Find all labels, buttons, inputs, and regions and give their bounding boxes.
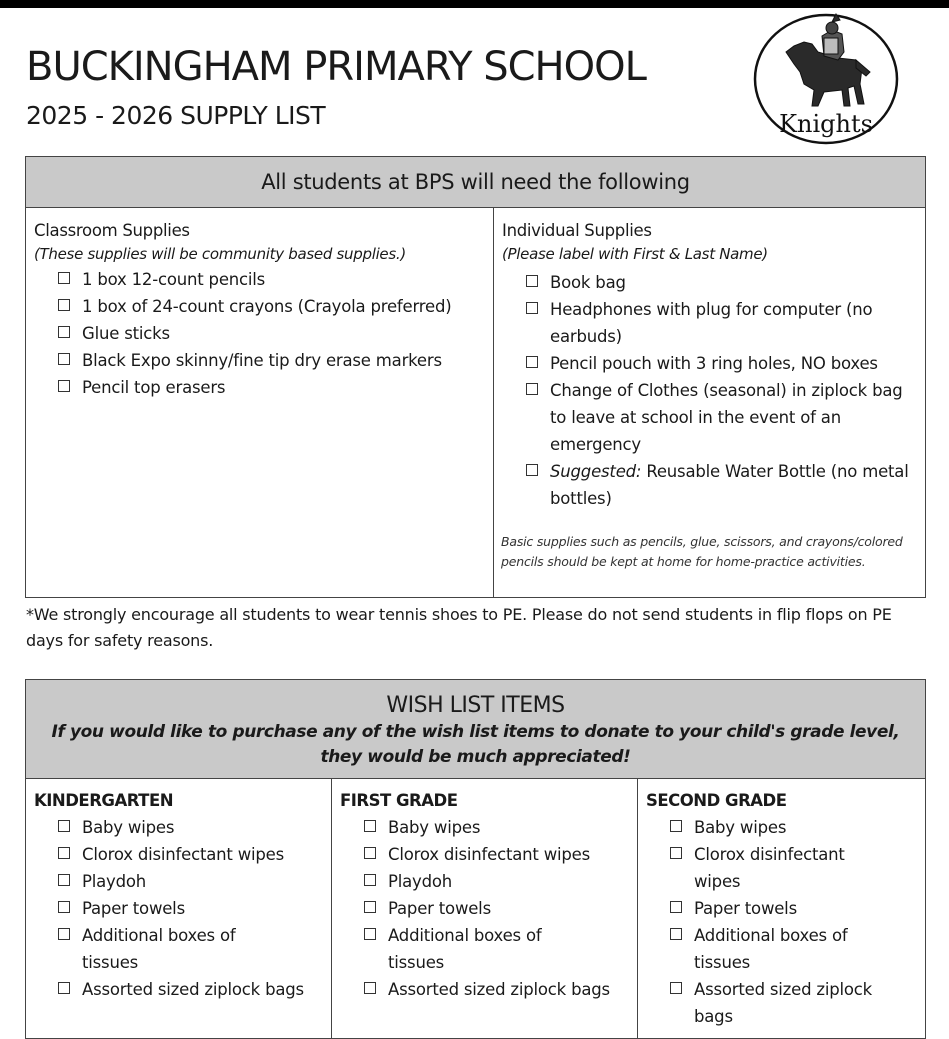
- logo-text: Knights: [779, 110, 873, 138]
- grade-heading: SECOND GRADE: [646, 791, 787, 810]
- checkbox[interactable]: [670, 982, 682, 994]
- list-item[interactable]: Assorted sized ziplock bags: [638, 976, 925, 1030]
- list-item[interactable]: Additional boxes of tissues: [332, 922, 637, 976]
- checkbox[interactable]: [58, 272, 70, 284]
- checkbox[interactable]: [364, 847, 376, 859]
- list-item[interactable]: Change of Clothes (seasonal) in ziplock bag to leave at school in the event of an emergency: [494, 377, 919, 458]
- checkbox[interactable]: [526, 302, 538, 314]
- classroom-supplies-column: [26, 208, 494, 597]
- list-item[interactable]: Additional boxes of tissues: [26, 922, 331, 976]
- list-item[interactable]: Clorox disinfectant wipes: [638, 841, 925, 895]
- wish-list-section: [25, 679, 926, 1039]
- first-grade-column: [332, 779, 638, 1038]
- checkbox[interactable]: [58, 982, 70, 994]
- list-item[interactable]: Paper towels: [638, 895, 925, 922]
- suggested-label: Suggested:: [550, 462, 642, 481]
- list-item[interactable]: 1 box 12-count pencils: [26, 266, 493, 293]
- checkbox[interactable]: [364, 982, 376, 994]
- list-item[interactable]: Book bag: [494, 269, 919, 296]
- second-grade-column: [638, 779, 925, 1038]
- checkbox[interactable]: [526, 356, 538, 368]
- checkbox[interactable]: [58, 353, 70, 365]
- list-item[interactable]: Black Expo skinny/fine tip dry erase markers: [26, 347, 493, 374]
- individual-supplies-column: [494, 208, 925, 597]
- list-item[interactable]: Pencil pouch with 3 ring holes, NO boxes: [494, 350, 919, 377]
- list-item[interactable]: Paper towels: [26, 895, 331, 922]
- checkbox[interactable]: [58, 299, 70, 311]
- individual-supplies-subtitle: (Please label with First & Last Name): [502, 245, 768, 263]
- classroom-supplies-list: [26, 266, 493, 401]
- checkbox[interactable]: [58, 847, 70, 859]
- checkbox[interactable]: [58, 874, 70, 886]
- pe-shoes-footnote: *We strongly encourage all students to wear tennis shoes to PE. Please do not send students in flip flops on PE days for safety reasons.: [26, 605, 892, 650]
- list-item[interactable]: Glue sticks: [26, 320, 493, 347]
- list-item[interactable]: Playdoh: [332, 868, 637, 895]
- kindergarten-column: [26, 779, 332, 1038]
- kindergarten-list: [26, 814, 331, 1003]
- list-item[interactable]: Assorted sized ziplock bags: [332, 976, 637, 1003]
- wish-list-title: WISH LIST ITEMS: [386, 693, 565, 718]
- individual-supplies-title: Individual Supplies: [502, 221, 652, 240]
- list-item[interactable]: Pencil top erasers: [26, 374, 493, 401]
- list-item[interactable]: Baby wipes: [26, 814, 331, 841]
- checkbox[interactable]: [58, 928, 70, 940]
- list-item[interactable]: 1 box of 24-count crayons (Crayola preferred): [26, 293, 493, 320]
- checkbox[interactable]: [670, 820, 682, 832]
- checkbox[interactable]: [364, 874, 376, 886]
- list-item[interactable]: Headphones with plug for computer (no earbuds): [494, 296, 919, 350]
- grade-heading: KINDERGARTEN: [34, 791, 174, 810]
- classroom-supplies-subtitle: (These supplies will be community based supplies.): [34, 245, 406, 263]
- checkbox[interactable]: [58, 820, 70, 832]
- all-students-section: [25, 156, 926, 598]
- grade-heading: FIRST GRADE: [340, 791, 458, 810]
- first-grade-list: [332, 814, 637, 1003]
- list-item[interactable]: Paper towels: [332, 895, 637, 922]
- second-grade-list: [638, 814, 925, 1030]
- knights-logo: [752, 12, 900, 146]
- checkbox[interactable]: [526, 464, 538, 476]
- home-practice-note: Basic supplies such as pencils, glue, scissors, and crayons/colored pencils should be kept at home for home-practice activities.: [501, 534, 903, 569]
- checkbox[interactable]: [364, 928, 376, 940]
- checkbox[interactable]: [526, 275, 538, 287]
- checkbox[interactable]: [670, 928, 682, 940]
- checkbox[interactable]: [670, 901, 682, 913]
- list-item[interactable]: Additional boxes of tissues: [638, 922, 925, 976]
- wish-list-header: [26, 680, 925, 779]
- list-item[interactable]: Clorox disinfectant wipes: [332, 841, 637, 868]
- checkbox[interactable]: [526, 383, 538, 395]
- classroom-supplies-title: Classroom Supplies: [34, 221, 190, 240]
- checkbox[interactable]: [364, 901, 376, 913]
- list-item[interactable]: Clorox disinfectant wipes: [26, 841, 331, 868]
- list-item[interactable]: Baby wipes: [638, 814, 925, 841]
- all-students-heading: All students at BPS will need the following: [26, 157, 925, 208]
- checkbox[interactable]: [364, 820, 376, 832]
- checkbox[interactable]: [58, 901, 70, 913]
- list-item[interactable]: Assorted sized ziplock bags: [26, 976, 331, 1003]
- wish-list-subtitle: If you would like to purchase any of the wish list items to donate to your child's grade level, they would be much appreciated!: [51, 722, 900, 767]
- checkbox[interactable]: [670, 847, 682, 859]
- list-item[interactable]: Baby wipes: [332, 814, 637, 841]
- supply-list-subtitle: 2025 - 2026 SUPPLY LIST: [26, 101, 326, 130]
- checkbox[interactable]: [58, 326, 70, 338]
- top-bar: [0, 0, 949, 8]
- list-item[interactable]: Suggested: Reusable Water Bottle (no metal bottles): [494, 458, 919, 512]
- list-item[interactable]: Playdoh: [26, 868, 331, 895]
- individual-supplies-list: [494, 269, 919, 512]
- page-title: BUCKINGHAM PRIMARY SCHOOL: [26, 44, 646, 90]
- checkbox[interactable]: [58, 380, 70, 392]
